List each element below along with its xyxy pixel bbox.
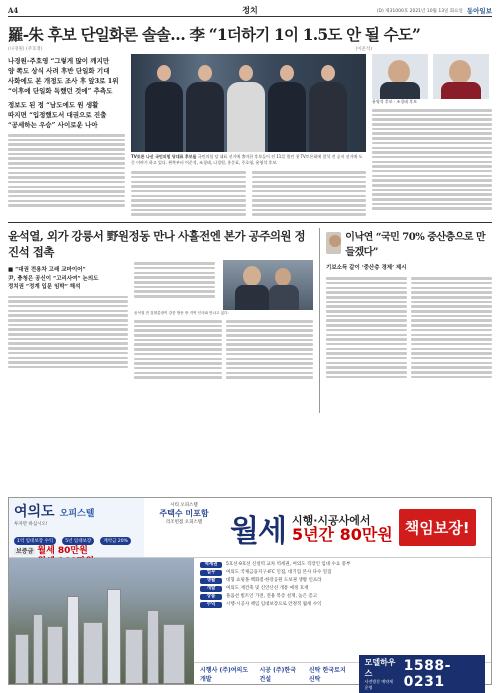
ad-badge: 계약금 20% [100,537,130,545]
lead-line: 정보도 된 정 “남도에도 원 생활 [8,101,99,109]
portrait-caption: 윤영석 후보 · 조경태 후보 [372,99,417,104]
headline-main[interactable]: 羅-朱 후보 단일화론 솔솔… 李 “1더하기 1이 1.5도 안 될 수도” [8,25,421,44]
byline-left: (나경원) (주호영) [8,47,43,52]
real-estate-ad[interactable] [8,497,492,690]
candidate-portraits [372,54,492,99]
page-number: A4 [8,6,19,15]
lead-line: 나경원-주호영 “그렇게 많이 깨지만 [8,57,110,65]
sub-line: 정치권 “정계 입문 임박” 해석 [8,284,81,291]
portrait-photo [433,54,489,99]
caption-title: TV토론 나선 국민의힘 당대표 후보들 [131,154,197,159]
article2 [8,228,313,413]
partner-name: 신탁 한국토지신탁 [308,666,346,683]
ad-price-1: 보증금 월세 80만원 [16,546,88,556]
tv-debate-photo [131,54,366,152]
hotline-phone[interactable]: 1588-0231 [403,657,451,690]
ad-brand-sub: 오피스텔 [59,509,95,519]
headline-yoon[interactable]: 윤석열, 외가 강릉서 野원정동 만나 사흘전엔 본가 공주의원 정진석 접촉 [8,229,306,260]
portrait-photo [372,54,428,99]
ad-brand: 여의도 [14,504,55,520]
partner-name: 시공 (주)한국건설 [259,666,296,683]
headline-bylines [8,46,492,52]
newspaper-brand: 동아일보 [466,7,492,15]
guarantee-badge: 책임보장! [399,509,476,546]
lead-line: “이후에 단일화 독했던 것에” 추측도 [8,87,113,95]
article1-columns [131,169,366,218]
ad-top-band [9,498,491,558]
lee-portrait [326,232,341,254]
article1-left-column [8,54,125,218]
hotline[interactable] [359,655,485,693]
article2-subhead [8,266,128,292]
ad-tagline: 투자만 하십시오! [14,522,48,527]
aerial-city-photo [9,558,194,684]
article1-body [8,54,492,218]
feature-row: 개발 여의도 재건축 및 신안산선 개통 예정 호재 [200,586,485,592]
lead-line: 따지면 “입정했도서 대권으로 진출 [8,111,107,119]
guarantee-line2: 5년간 80만원 [291,524,393,544]
second-band [8,228,492,413]
article1-center [131,54,366,218]
ad-badge: 5년 임대보장 [62,537,94,545]
headline-lee[interactable]: 이낙연 “국민 70% 중산층으로 만들겠다” [345,232,486,259]
caption-text: 국민의힘 당 대표 선거에 출마한 후보들이 전 11일 열린 첫 TV토론회에 참석 전 공지 선거에 도 중 이야기 하고 있다. 왼쪽부터 이준석, 조경태, 나경원, 홍문표, 주호영, 윤영석 후보. [131,154,363,165]
feature-row: 수익 시행·시공사 책임 임대보장으로 안정적 월세 수익 [200,602,485,608]
ad-mid-line2: 리조빈점 오피스텔 [165,520,203,525]
article3 [326,228,492,413]
feature-row: 상품 풀옵션 빌트인 가전, 전용 복층 설계, 높은 층고 [200,594,485,600]
byline-right: (이준석) [355,47,372,52]
ad-big-word: 월세 [230,513,286,549]
ad-mid-line1: 주택수 미포함 [159,509,209,518]
yoon-photo [223,260,313,310]
ad-footer [194,657,491,690]
lead-line: 사화에도 본 개정도 조사 후 앞3로 1위 [8,77,119,85]
ad-mid-title: 시티 오피스텔 [170,503,198,508]
lead-line: “공세하는 우승” 사이로운 나아 [8,121,98,129]
lead-line: 양 쪽도 상식 사려 후반 단일화 기대 [8,67,110,75]
feature-row: 생활 대형 쇼핑몰·백화점·한강공원 도보권 생활 인프라 [200,578,485,584]
partner-name: 시행사 (주)여의도개발 [200,666,249,683]
article1-right-column [372,54,492,218]
feature-row: 업무 여의도 국제금융지구·IFC 인접, 대기업 본사 다수 밀집 [200,570,485,576]
feature-row: 역세권 5호선·9호선 신설역 교차 역세권, 여의도 직장인 임대 수요 풍부 [200,562,485,568]
section-title: 정치 [242,5,258,15]
article1-subhead [8,100,125,130]
ad-mid-block [144,498,224,557]
photo-caption [131,154,366,165]
sub-line: ■ “대권 전용차 고래 교마이어” [8,267,86,274]
ad-brand-block [9,498,144,557]
article1-lead [8,56,125,96]
ad-guarantee [224,498,491,557]
hotline-label: 모델하우스 [364,657,396,678]
page-header [8,5,492,17]
yoon-photo-caption: 윤석열 전 검찰총장이 강릉 방문 중 지역 인사와 만나고 있다. [134,311,229,316]
sub-line: 尹, 충청은 공신이 “고리사여” 논의도 [8,275,99,282]
guarantee-line1: 시행·시공사에서 [291,513,371,527]
article3-subhead: 기보소득 같이 ‘중산층 경제’ 제시 [326,265,407,272]
issue-date: (D) 제31000호 2021년 10월 13일 화요일 [376,8,463,14]
ad-badge: 1억 임대보장 수익 [14,537,56,545]
hotline-sub: 사전방문 예약제 운영 [364,678,393,690]
article1-text-block [8,134,125,207]
